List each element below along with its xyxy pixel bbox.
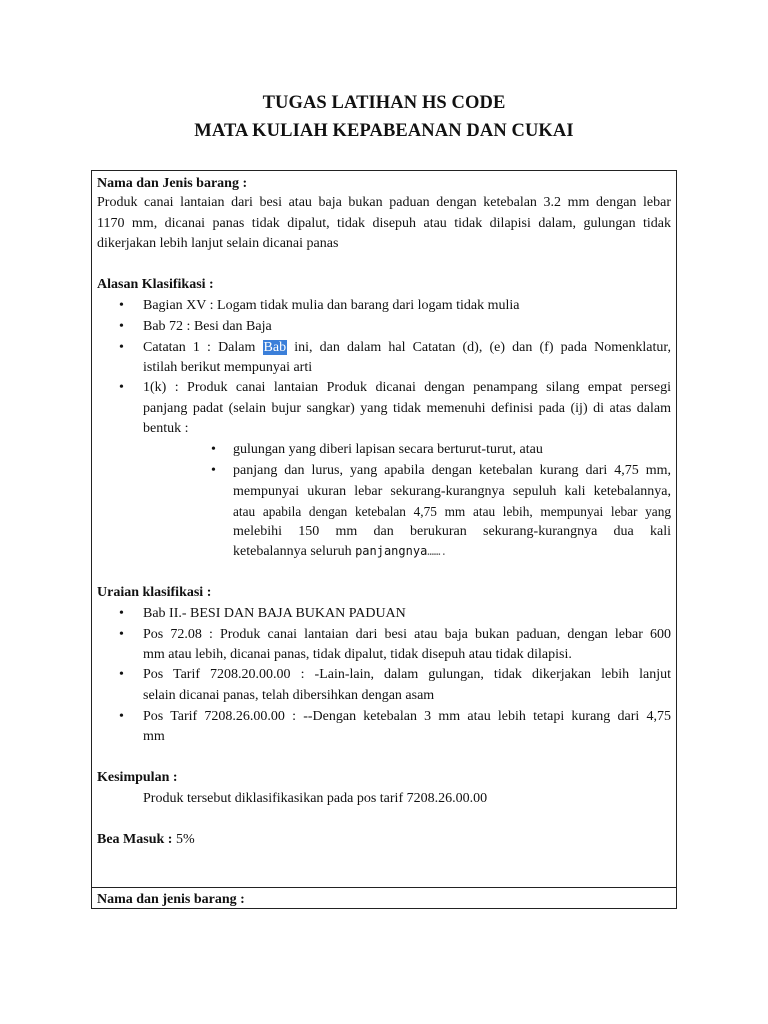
sub-item-2-mono: panjangnya xyxy=(355,544,428,558)
alasan-item-4-line-3: bentuk : xyxy=(143,421,189,436)
sub-item-2-line-1: panjang dan lurus, yang apabila dengan ketebalan kurang dari 4,75 mm, xyxy=(233,463,671,478)
uraian-item-2-line-2: mm atau lebih, dicanai panas, tidak dipalut, tidak disepuh atau tidak dilapisi. xyxy=(143,647,572,662)
ellipsis: ……. xyxy=(427,545,448,558)
alasan-item-1: Bagian XV : Logam tidak mulia dan barang dari logam tidak mulia xyxy=(143,298,520,313)
sub-item-2-line-2: mempunyai ukuran lebar sekurang-kurangnya sepuluh kali ketebalannya, xyxy=(233,484,671,499)
sub-item-2-line-5 xyxy=(233,543,447,560)
bullet-icon: • xyxy=(119,319,124,334)
catatan-prefix: Catatan 1 : Dalam xyxy=(143,340,263,355)
uraian-item-3-line-1: Pos Tarif 7208.20.00.00 : -Lain-lain, dalam gulungan, tidak dikerjakan lebih lanjut xyxy=(143,667,671,682)
bullet-icon: • xyxy=(119,606,124,621)
uraian-item-4-line-2: mm xyxy=(143,729,165,744)
bea-masuk-value: 5% xyxy=(172,832,195,847)
bullet-icon: • xyxy=(119,667,124,682)
uraian-item-2-line-1: Pos 72.08 : Produk canai lantaian dari besi atau baja bukan paduan, dengan lebar 600 xyxy=(143,627,671,642)
bullet-icon: • xyxy=(119,380,124,395)
sub-item-2-text: ketebalannya seluruh xyxy=(233,544,356,559)
bullet-icon: • xyxy=(211,442,216,457)
sub-item-2-line-4: melebihi 150 mm dan berukuran sekurang-kurangnya dua kali xyxy=(233,524,671,539)
alasan-item-3-line-2: istilah berikut mempunyai arti xyxy=(143,360,313,375)
catatan-suffix: ini, dan dalam hal Catatan (d), (e) dan (f) pada Nomenklatur, xyxy=(287,340,671,355)
alasan-item-3 xyxy=(143,339,671,356)
bullet-icon: • xyxy=(211,463,216,478)
sub-item-1: gulungan yang diberi lapisan secara berturut-turut, atau xyxy=(233,442,543,457)
kesimpulan-label: Kesimpulan : xyxy=(97,770,178,785)
sub-item-2-line-3: atau apabila dengan ketebalan 4,75 mm atau lebih, mempunyai lebar yang xyxy=(233,504,671,519)
bea-masuk-label: Bea Masuk : xyxy=(97,832,173,847)
bullet-icon: • xyxy=(119,340,124,355)
selected-text-highlight[interactable]: Bab xyxy=(263,340,287,355)
alasan-item-2: Bab 72 : Besi dan Baja xyxy=(143,319,272,334)
uraian-item-1: Bab II.- BESI DAN BAJA BUKAN PADUAN xyxy=(143,606,406,621)
uraian-item-3-line-2: selain dicanai panas, telah dibersihkan dengan asam xyxy=(143,688,435,703)
nama-label-row-2: Nama dan jenis barang : xyxy=(97,892,245,907)
nama-line-2: 1170 mm, dicanai panas tidak dipalut, tidak disepuh atau tidak dilapisi dalam, gulungan tidak xyxy=(97,216,671,231)
bullet-icon: • xyxy=(119,709,124,724)
bullet-icon: • xyxy=(119,627,124,642)
uraian-label: Uraian klasifikasi : xyxy=(97,585,212,600)
bullet-icon: • xyxy=(119,298,124,313)
nama-label: Nama dan Jenis barang : xyxy=(97,176,248,191)
uraian-item-4-line-1: Pos Tarif 7208.26.00.00 : --Dengan ketebalan 3 mm atau lebih tetapi kurang dari 4,75 xyxy=(143,709,671,724)
alasan-item-4-line-1: 1(k) : Produk canai lantaian Produk dicanai dengan penampang silang empat persegi xyxy=(143,380,671,395)
alasan-item-4-line-2: panjang padat (selain bujur sangkar) yang tidak memenuhi definisi pada (ij) di atas dalam xyxy=(143,401,671,416)
alasan-label: Alasan Klasifikasi : xyxy=(97,277,214,292)
table-row-divider xyxy=(92,887,676,888)
nama-line-1: Produk canai lantaian dari besi atau baja bukan paduan dengan ketebalan 3.2 mm dengan lebar xyxy=(97,195,671,210)
nama-line-3: dikerjakan lebih lanjut selain dicanai panas xyxy=(97,236,339,251)
document-title: TUGAS LATIHAN HS CODE xyxy=(262,93,506,113)
kesimpulan-text: Produk tersebut diklasifikasikan pada pos tarif 7208.26.00.00 xyxy=(143,791,488,806)
document-subtitle: MATA KULIAH KEPABEANAN DAN CUKAI xyxy=(194,121,574,141)
bea-masuk xyxy=(97,831,195,848)
